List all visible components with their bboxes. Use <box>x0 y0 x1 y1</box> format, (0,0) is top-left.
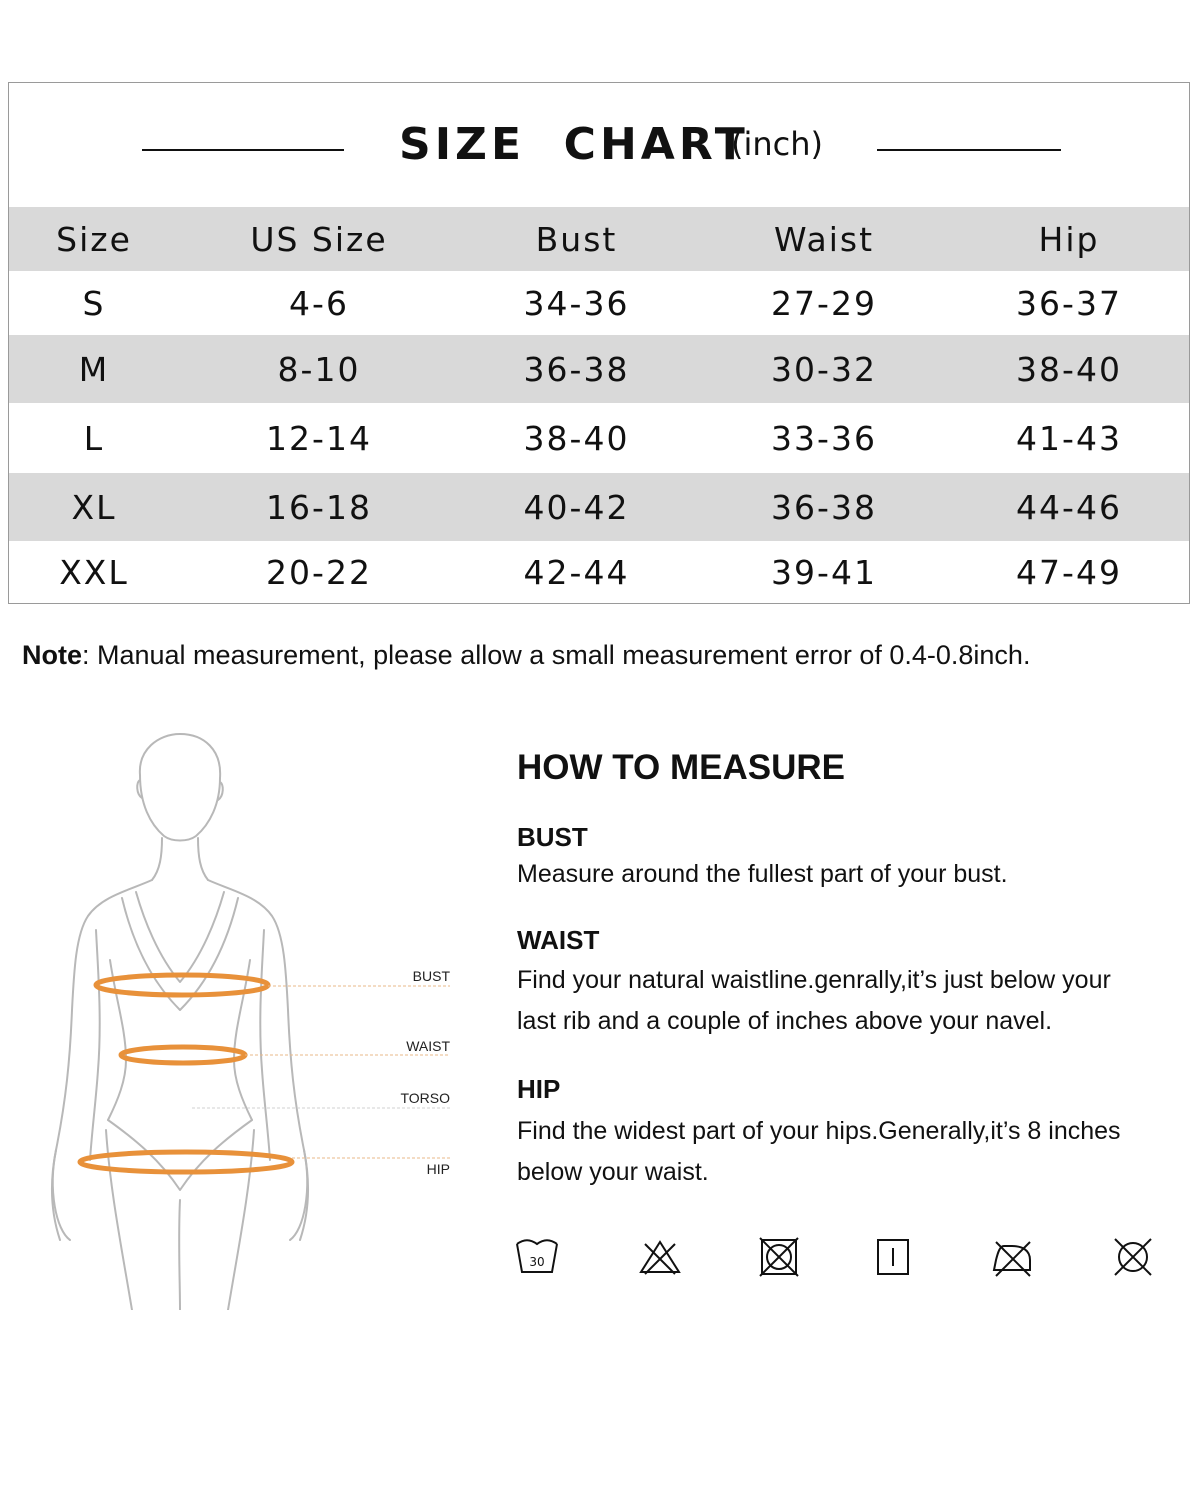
waist-instructions <box>517 960 1187 1042</box>
header-size: Size <box>56 219 132 259</box>
cell-size: S <box>82 283 106 323</box>
hip-heading: HIP <box>517 1074 561 1104</box>
table-row <box>9 541 1189 603</box>
table-row <box>9 473 1189 541</box>
cell-us-size: 8-10 <box>277 349 361 389</box>
size-chart-table <box>8 82 1190 604</box>
header-hip: Hip <box>1038 219 1100 259</box>
waist-band <box>121 1047 245 1063</box>
do-not-tumble-dry-icon <box>756 1236 802 1278</box>
header-us-size: US Size <box>250 219 388 259</box>
bust-line: Measure around the fullest part of your bust. <box>517 860 1008 888</box>
table-row <box>9 271 1189 335</box>
cell-us-size: 20-22 <box>266 552 372 592</box>
size-chart-title: SIZE CHART <box>399 119 749 170</box>
cell-hip: 44-46 <box>1016 487 1122 527</box>
body-measurement-figure <box>40 720 470 1310</box>
waist-label: WAIST <box>406 1038 450 1054</box>
cell-waist: 33-36 <box>771 418 877 458</box>
hip-line: below your waist. <box>517 1158 709 1186</box>
bust-label: BUST <box>412 968 450 984</box>
size-chart-unit: (inch) <box>731 125 824 163</box>
note-label: Note <box>22 640 82 670</box>
cell-waist: 30-32 <box>771 349 877 389</box>
torso-label: TORSO <box>400 1090 450 1106</box>
do-not-iron-icon <box>990 1236 1036 1278</box>
cell-us-size: 12-14 <box>266 418 372 458</box>
body-outline-illustration <box>40 720 470 1310</box>
hip-label: HIP <box>426 1161 450 1177</box>
cell-bust: 36-38 <box>523 349 630 389</box>
title-rule-left <box>142 149 344 151</box>
cell-bust: 42-44 <box>523 552 630 592</box>
cell-size: M <box>78 349 110 389</box>
cell-bust: 38-40 <box>523 418 630 458</box>
cell-size: XXL <box>59 552 129 592</box>
cell-hip: 38-40 <box>1016 349 1122 389</box>
waist-line: last rib and a couple of inches above your navel. <box>517 1007 1053 1035</box>
cell-size: XL <box>71 487 117 527</box>
title-rule-right <box>877 149 1061 151</box>
size-chart-title-row <box>9 83 1189 207</box>
cell-size: L <box>83 418 105 458</box>
cell-hip: 47-49 <box>1016 552 1122 592</box>
header-bust: Bust <box>535 219 618 259</box>
note-text: : Manual measurement, please allow a small measurement error of 0.4-0.8inch. <box>82 640 1031 670</box>
do-not-dry-clean-icon <box>1110 1236 1156 1278</box>
waist-heading: WAIST <box>517 925 600 955</box>
how-to-measure-title: HOW TO MEASURE <box>517 748 845 787</box>
waist-line: Find your natural waistline.genrally,it’s just below your <box>517 966 1111 994</box>
hip-line: Find the widest part of your hips.Generally,it’s 8 inches <box>517 1117 1121 1145</box>
wash-temperature: 30 <box>529 1255 545 1269</box>
table-row <box>9 335 1189 403</box>
bust-heading: BUST <box>517 822 588 852</box>
header-waist: Waist <box>773 219 875 259</box>
cell-bust: 40-42 <box>523 487 630 527</box>
bust-instructions <box>517 854 1187 895</box>
cell-hip: 41-43 <box>1016 418 1122 458</box>
cell-us-size: 4-6 <box>289 283 349 323</box>
line-dry-icon <box>870 1236 916 1278</box>
cell-waist: 39-41 <box>771 552 877 592</box>
cell-hip: 36-37 <box>1016 283 1122 323</box>
cell-waist: 27-29 <box>771 283 877 323</box>
hip-band <box>80 1152 292 1172</box>
cell-us-size: 16-18 <box>266 487 372 527</box>
cell-bust: 34-36 <box>523 283 630 323</box>
table-header-row <box>9 207 1189 271</box>
do-not-bleach-icon <box>637 1236 683 1278</box>
table-row <box>9 403 1189 473</box>
cell-waist: 36-38 <box>771 487 877 527</box>
measurement-note <box>22 640 1030 671</box>
hip-instructions <box>517 1111 1187 1193</box>
wash-30-icon <box>514 1236 560 1278</box>
